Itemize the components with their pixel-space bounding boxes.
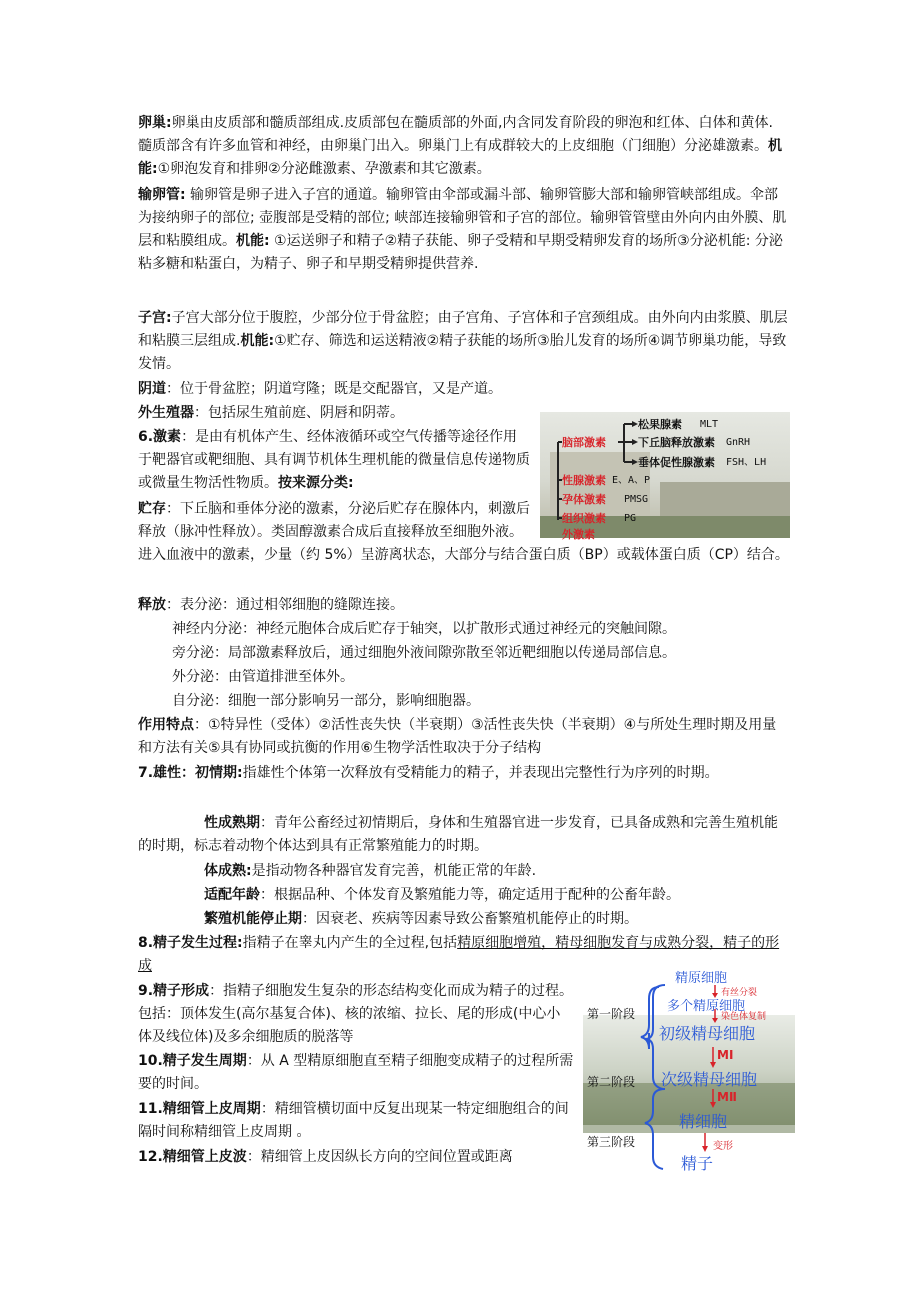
term-body-maturity: 体成熟:: [204, 863, 252, 879]
pheromone-label: 外激素: [562, 528, 595, 541]
epithelium-cycle-paragraph: [138, 1098, 574, 1144]
spermiogenesis-paragraph: [138, 980, 574, 1049]
function-label: 机能:: [138, 138, 782, 177]
term-uterus: 子宫:: [138, 310, 172, 326]
release-paragraph: [138, 594, 790, 617]
spermatogenesis-stages: 精原细胞增殖，精母细胞发育与成熟分裂，精子的形成: [138, 935, 780, 974]
term-ovary: 卵巢:: [138, 115, 172, 131]
epithelium-cycle-text: ：精细管横切面中反复出现某一特定细胞组合的间隔时间称精细管上皮周期 。: [138, 1101, 569, 1140]
vagina-paragraph: [138, 378, 790, 401]
term-storage: 贮存: [138, 501, 166, 517]
term-reproductive-cessation: 繁殖机能停止期: [204, 911, 302, 927]
oviduct-paragraph: [138, 184, 790, 276]
release-text: ：表分泌：通过相邻细胞的缝隙连接。: [166, 597, 404, 613]
male-puberty-text: 指雄性个体第一次释放有受精能力的精子，并表现出完整性行为序列的时期。: [242, 765, 719, 781]
term-sexual-maturity: 性成熟期: [204, 815, 260, 831]
term-spermatogenesis: 8.精子发生过程:: [138, 935, 243, 951]
stage-one-label: 第一阶段: [587, 1007, 636, 1021]
gonad-hormone-value: E、A、P: [612, 475, 651, 486]
gonad-hormone-label: 性腺激素: [562, 474, 606, 487]
stage-two-label: 第二阶段: [587, 1075, 636, 1089]
breeding-age-paragraph: [204, 884, 790, 907]
uterus-paragraph: [138, 307, 790, 376]
release-exocrine: 外分泌：由管道排泄至体外。: [172, 669, 354, 685]
body-maturity-text: 是指动物各种器官发育完善，机能正常的年龄.: [251, 863, 537, 879]
conceptus-hormone-label: 孕体激素: [562, 493, 606, 506]
release-neuroendocrine: 神经内分泌：神经元胞体合成后贮存于轴突，以扩散形式通过神经元的突触间隙。: [172, 621, 676, 637]
pineal-hormone-label: 松果腺素: [638, 418, 682, 431]
male-puberty-paragraph: [138, 762, 790, 785]
breeding-age-text: ：根据品种、个体发育及繁殖能力等，确定适用于配种的公畜年龄。: [260, 887, 680, 903]
epithelium-wave-paragraph: [138, 1146, 574, 1169]
tissue-hormone-value: PG: [624, 513, 637, 524]
hypothalamic-hormone-label: 下丘脑释放激素: [638, 436, 715, 449]
spermatogenic-cycle-text: ：从 A 型精原细胞直至精子细胞变成精子的过程所需要的时间。: [138, 1053, 574, 1092]
pituitary-hormone-value: FSH、LH: [726, 457, 767, 468]
sexual-maturity-text: ：青年公畜经过初情期后，身体和生殖器官进一步发育，已具备成熟和完善生殖机能的时期，标志着动物个体达到具有正常繁殖能力的时期。: [138, 815, 778, 854]
pineal-hormone-value: MLT: [700, 419, 719, 430]
meiosis-one-label: MⅠ: [717, 1048, 734, 1062]
characteristics-text: ：①特异性（受体）②活性丧失快（半衰期）③活性丧失快（半衰期）④与所处生理时期及用量和方法有关⑤具有协同或抗衡的作用⑥生物学活性取决于分子结构: [138, 717, 777, 756]
tissue-hormone-label: 组织激素: [562, 512, 606, 525]
hormone-paragraph: [138, 426, 530, 495]
spermatogonium-label: 精原细胞: [675, 971, 728, 986]
oviduct-text: 输卵管是卵子进入子宫的通道。输卵管由伞部或漏斗部、输卵管膨大部和输卵管峡部组成。伞部为接纳卵子的部位; 壶腹部是受精的部位; 峡部连接输卵管和子宫的部位。输卵管管壁由外向内由外膜、肌层和粘膜组成。: [138, 187, 787, 249]
mitosis-label: 有丝分裂: [721, 988, 758, 998]
function-label: 机能:: [236, 233, 270, 249]
primary-spermatocyte-label: 初级精母细胞: [659, 1024, 756, 1043]
term-external-genitalia: 外生殖器: [138, 405, 194, 421]
term-breeding-age: 适配年龄: [204, 887, 260, 903]
conceptus-hormone-value: PMSG: [624, 494, 649, 505]
meiosis-two-label: MⅡ: [717, 1090, 737, 1104]
stage-three-label: 第三阶段: [587, 1135, 636, 1149]
release-paracrine: 旁分泌：局部激素释放后，通过细胞外液间隙弥散至邻近靶细胞以传递局部信息。: [172, 645, 676, 661]
sperm-label: 精子: [681, 1154, 714, 1173]
hormone-text: ：是由有机体产生、经体液循环或空气传播等途径作用于靶器官或靶细胞、具有调节机体生理机能的微量信息传递物质或微量生物活性物质。: [138, 429, 530, 491]
body-maturity-paragraph: [204, 860, 790, 883]
term-release: 释放: [138, 597, 166, 613]
term-male-puberty: 7.雄性：初情期:: [138, 765, 243, 781]
brain-hormone-label: 脑部激素: [562, 436, 606, 449]
epithelium-wave-text: ：精细管上皮因纵长方向的空间位置或距离: [246, 1149, 513, 1165]
term-epithelium-wave: 12.精细管上皮波: [138, 1149, 247, 1165]
vagina-text: ：位于骨盆腔；阴道穹隆；既是交配器官，又是产道。: [166, 381, 502, 397]
spermiogenesis-text: ：指精子细胞发生复杂的形态结构变化而成为精子的过程。包括：顶体发生(高尔基复合体)、核的浓缩、拉长、尾的形成(中心小体及线位体)及多余细胞质的脱落等: [138, 983, 574, 1045]
oviduct-function-text: ①运送卵子和精子②精子获能、卵子受精和早期受精卵发育的场所③分泌机能: 分泌粘多糖和粘蛋白，为精子、卵子和早期受精卵提供营养.: [138, 233, 783, 272]
pituitary-hormone-label: 垂体促性腺激素: [638, 456, 715, 469]
classify-label: 按来源分类:: [278, 475, 354, 491]
spermatogenesis-diagram: [583, 965, 795, 1175]
secondary-spermatocyte-label: 次级精母细胞: [661, 1070, 758, 1089]
characteristics-paragraph: [138, 714, 790, 760]
term-hormone: 6.激素: [138, 429, 182, 445]
chromosome-replication-label: 染色体复制: [721, 1012, 767, 1022]
uterus-function-text: ①贮存、筛选和运送精液②精子获能的场所③胎儿发育的场所④调节卵巢功能，导致发情。: [138, 333, 787, 372]
hormone-classification-diagram: [540, 412, 790, 541]
reproductive-cessation-paragraph: [204, 908, 790, 931]
storage-text: ：下丘脑和垂体分泌的激素，分泌后贮存在腺体内，刺激后释放（脉冲性释放）。类固醇激素合成后直接释放至细胞外液。进入血液中的激素，少量（约 5%）呈游离状态，大部分与结合蛋白质（BP）或载体蛋白质（CP）结合。: [138, 501, 789, 563]
transformation-label: 变形: [713, 1141, 733, 1152]
term-spermiogenesis: 9.精子形成: [138, 983, 210, 999]
term-characteristics: 作用特点: [138, 717, 194, 733]
spermatid-label: 精细胞: [679, 1112, 728, 1131]
reproductive-cessation-text: ：因衰老、疾病等因素导致公畜繁殖机能停止的时期。: [302, 911, 638, 927]
ovary-paragraph: [138, 112, 790, 181]
multiple-spermatogonia-label: 多个精原细胞: [667, 999, 746, 1014]
ovary-function-text: ①卵泡发育和排卵②分泌雌激素、孕激素和其它激素。: [157, 161, 491, 177]
sexual-maturity-paragraph: [138, 812, 790, 858]
ovary-text: 卵巢由皮质部和髓质部组成.皮质部包在髓质部的外面,内含同发育阶段的卵泡和红体、白体和黄体. 髓质部含有许多血管和神经，由卵巢门出入。卵巢门上有成群较大的上皮细胞（门细胞）分泌雄激素。: [138, 115, 773, 154]
spermatogenesis-text: 指精子在睾丸内产生的全过程,包括: [242, 935, 458, 951]
function-label: 机能:: [240, 333, 275, 349]
uterus-text: 子宫大部分位于腹腔，少部分位于骨盆腔；由子宫角、子宫体和子宫颈组成。由外向内由浆膜、肌层和粘膜三层组成.: [138, 310, 788, 349]
term-vagina: 阴道: [138, 381, 166, 397]
term-spermatogenic-cycle: 10.精子发生周期: [138, 1053, 247, 1069]
hypothalamic-hormone-value: GnRH: [726, 437, 751, 448]
spermatogenic-cycle-paragraph: [138, 1050, 574, 1096]
term-oviduct: 输卵管:: [138, 187, 186, 203]
term-epithelium-cycle: 11.精细管上皮周期: [138, 1101, 261, 1117]
release-autocrine: 自分泌：细胞一部分影响另一部分，影响细胞器。: [172, 693, 480, 709]
external-genitalia-text: ：包括尿生殖前庭、阴唇和阴蒂。: [194, 405, 404, 421]
